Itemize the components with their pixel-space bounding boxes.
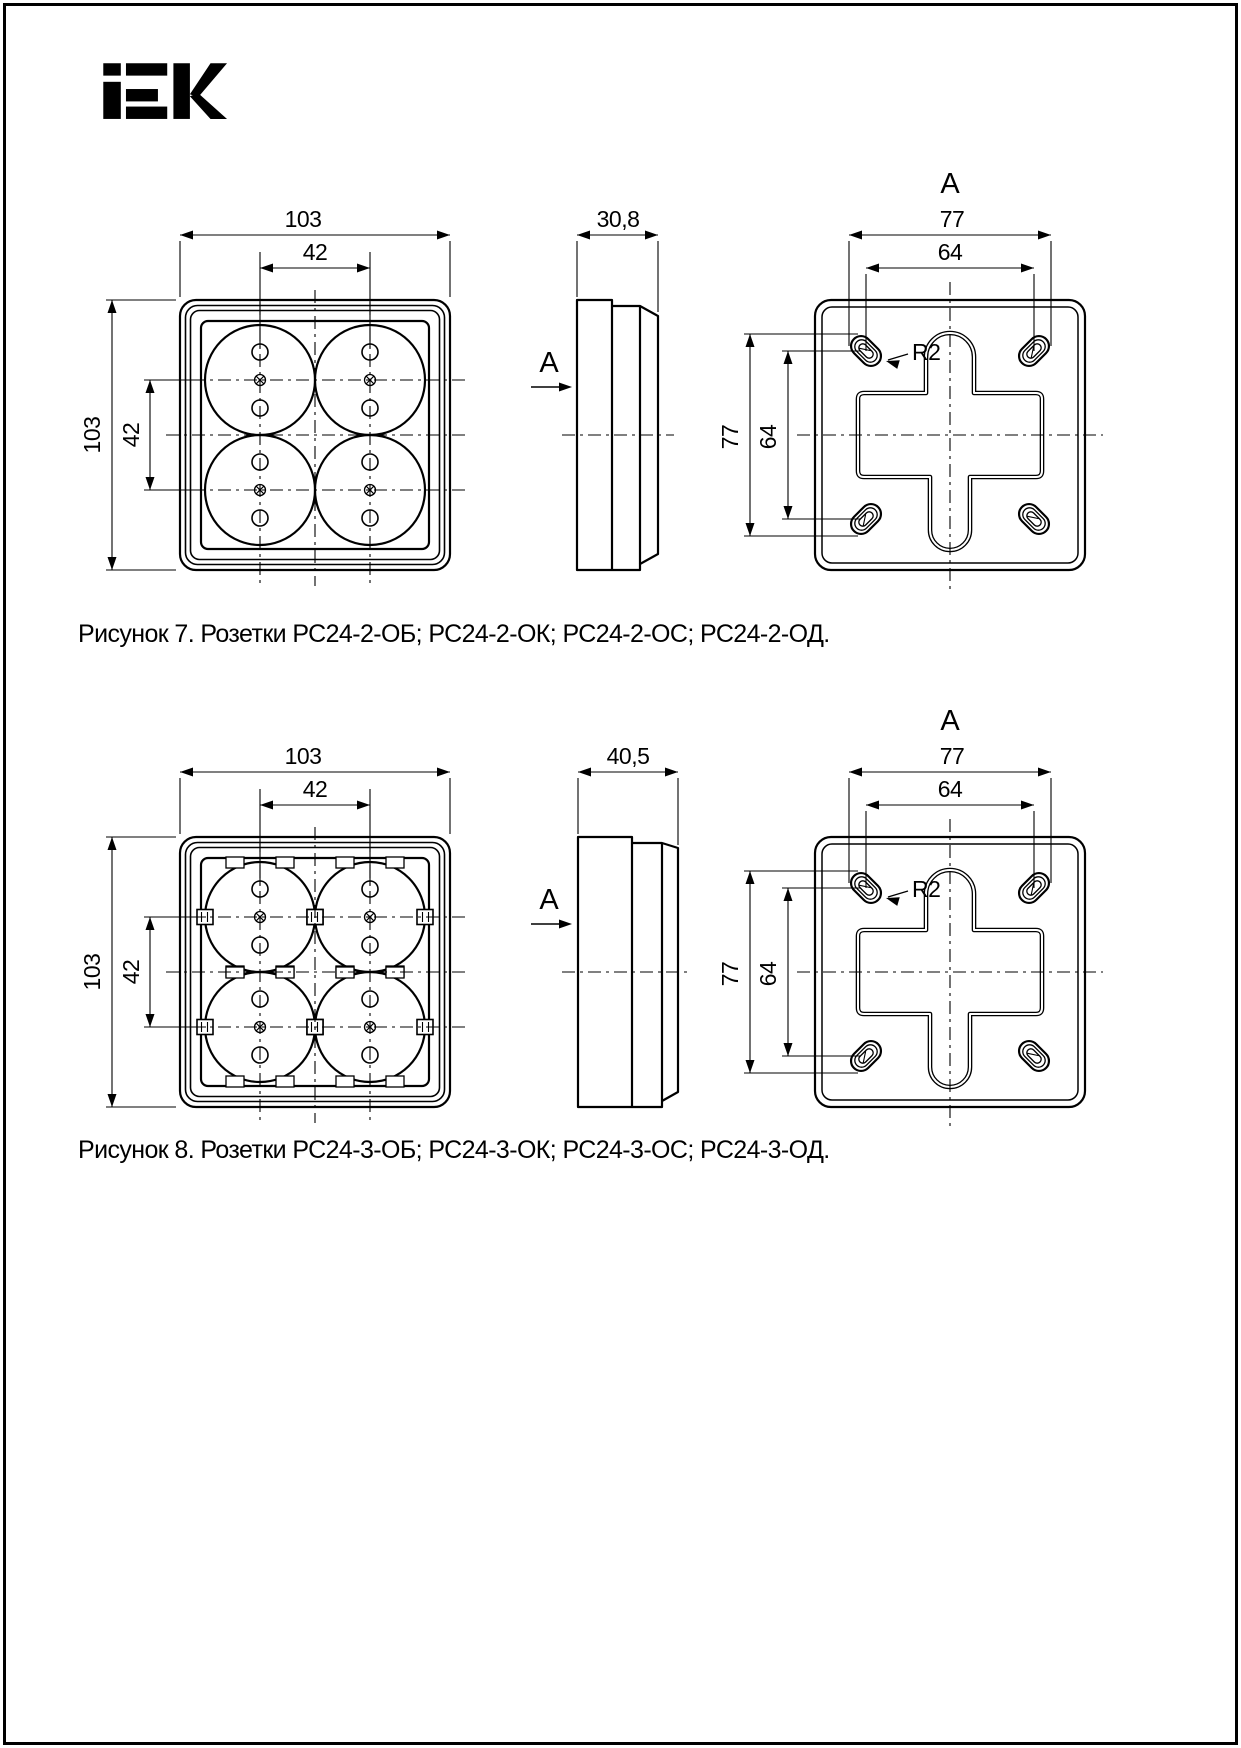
fig8-front-view (79, 743, 468, 1123)
iek-logo-glyphs (103, 63, 227, 119)
fig7-front-height-dim: 103 (79, 416, 105, 454)
fig7-back-view (717, 168, 1103, 590)
fig7-section-label: A (539, 347, 559, 379)
fig8-section-label: A (539, 884, 559, 916)
figure7-caption: Рисунок 7. Розетки РС24-2-ОБ; РС24-2-ОК; РС24-2-ОС; РС24-2-ОД. (78, 620, 830, 648)
fig7-front-view (79, 206, 468, 586)
fig7-front-width-dim: 103 (284, 206, 322, 232)
fig7-back-radius-label: R2 (912, 339, 941, 365)
fig7-front-vpitch-dim: 42 (118, 422, 144, 448)
fig7-back-pitch-dim: 64 (937, 239, 963, 265)
fig8-front-height-dim: 103 (79, 953, 105, 991)
fig8-back-radius-label: R2 (912, 876, 941, 902)
fig7-side-view (531, 206, 674, 570)
fig8-back-view (717, 705, 1103, 1127)
fig7-back-vpitch-dim: 64 (755, 424, 781, 450)
fig7-back-view-label: A (940, 168, 960, 200)
figure8-caption: Рисунок 8. Розетки РС24-3-ОБ; РС24-3-ОК; РС24-3-ОС; РС24-3-ОД. (78, 1136, 830, 1164)
fig7-side-depth-dim: 30,8 (596, 206, 640, 232)
fig8-side-depth-dim: 40,5 (606, 743, 650, 769)
fig8-side-view (531, 743, 692, 1107)
fig7-back-width-dim: 77 (939, 206, 965, 232)
figure8-drawing (60, 700, 1200, 1140)
fig7-back-height-dim: 77 (717, 424, 743, 450)
fig7-front-pitch-dim: 42 (302, 239, 328, 265)
fig8-back-view-label: A (940, 705, 960, 737)
fig8-front-pitch-dim: 42 (302, 776, 328, 802)
figure7-drawing (60, 160, 1200, 610)
fig8-back-width-dim: 77 (939, 743, 965, 769)
fig8-back-vpitch-dim: 64 (755, 961, 781, 987)
fig8-front-width-dim: 103 (284, 743, 322, 769)
fig8-back-pitch-dim: 64 (937, 776, 963, 802)
fig8-front-vpitch-dim: 42 (118, 959, 144, 985)
iek-logo (85, 55, 235, 121)
fig8-back-height-dim: 77 (717, 961, 743, 987)
